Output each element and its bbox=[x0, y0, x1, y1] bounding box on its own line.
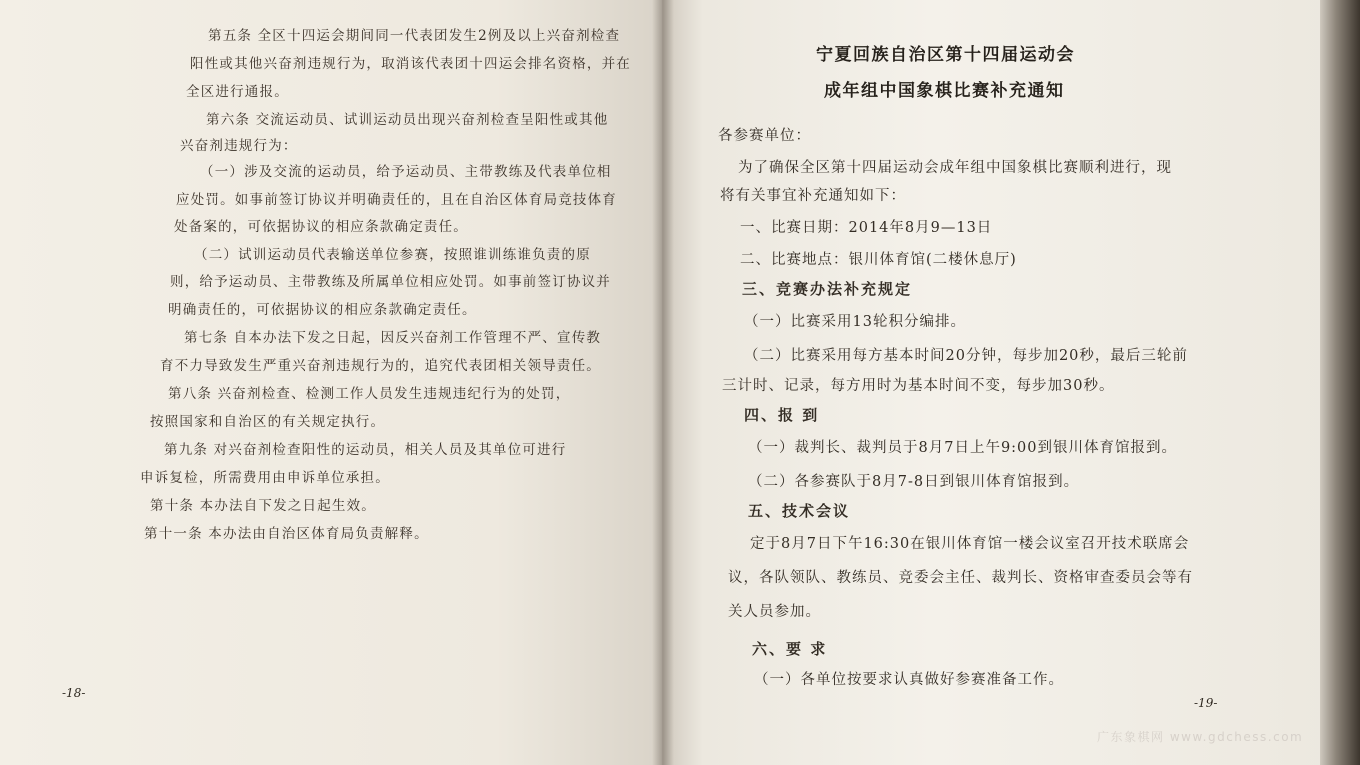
paragraph-line: （二）比赛采用每方基本时间20分钟，每步加20秒，最后三轮前 bbox=[744, 348, 1188, 364]
page-number-left: -18- bbox=[62, 686, 86, 700]
page-number-right: -19- bbox=[1194, 696, 1218, 710]
left-page bbox=[0, 0, 662, 765]
left-line: （二）试训运动员代表输送单位参赛，按照谁训练谁负责的原 bbox=[194, 247, 591, 263]
left-line: 第十条 本办法自下发之日起生效。 bbox=[150, 498, 376, 514]
left-line: 阳性或其他兴奋剂违规行为，取消该代表团十四运会排名资格，并在 bbox=[190, 56, 631, 72]
left-line: 第十一条 本办法由自治区体育局负责解释。 bbox=[144, 526, 429, 542]
document-title: 宁夏回族自治区第十四届运动会 bbox=[816, 45, 1075, 65]
right-page bbox=[662, 0, 1342, 765]
left-line: 按照国家和自治区的有关规定执行。 bbox=[150, 414, 386, 430]
left-line: 明确责任的，可依据协议的相应条款确定责任。 bbox=[168, 302, 477, 318]
document-subtitle: 成年组中国象棋比赛补充通知 bbox=[824, 81, 1065, 101]
paragraph-line: 三计时、记录，每方用时为基本时间不变，每步加30秒。 bbox=[722, 378, 1115, 394]
paragraph-line: 议，各队领队、教练员、竞委会主任、裁判长、资格审查委员会等有 bbox=[728, 570, 1193, 586]
left-line: 第七条 自本办法下发之日起，因反兴奋剂工作管理不严、宣传教 bbox=[184, 330, 602, 346]
left-line: 应处罚。如事前签订协议并明确责任的，且在自治区体育局竞技体育 bbox=[176, 192, 617, 208]
site-watermark: 广东象棋网 www.gdchess.com bbox=[1097, 730, 1304, 744]
page-edge bbox=[1320, 0, 1360, 765]
section-heading: 三、竞赛办法补充规定 bbox=[742, 280, 913, 298]
left-line: 育不力导致发生严重兴奋剂违规行为的，追究代表团相关领导责任。 bbox=[160, 358, 601, 374]
paragraph-line: （一）裁判长、裁判员于8月7日上午9:00到银川体育馆报到。 bbox=[748, 440, 1178, 456]
paragraph-line: 为了确保全区第十四届运动会成年组中国象棋比赛顺利进行，现 bbox=[738, 160, 1172, 176]
paragraph-line: 定于8月7日下午16:30在银川体育馆一楼会议室召开技术联席会 bbox=[750, 536, 1190, 552]
paragraph-line: 将有关事宜补充通知如下： bbox=[720, 188, 906, 204]
left-line: 第六条 交流运动员、试训运动员出现兴奋剂检查呈阳性或其他 bbox=[206, 112, 609, 128]
left-line: 则，给予运动员、主带教练及所属单位相应处罚。如事前签订协议并 bbox=[170, 274, 611, 290]
left-line: 第九条 对兴奋剂检查阳性的运动员，相关人员及其单位可进行 bbox=[164, 442, 567, 458]
left-line: 第五条 全区十四运会期间同一代表团发生2例及以上兴奋剂检查 bbox=[208, 28, 621, 44]
section-line: 二、比赛地点：银川体育馆(二楼休息厅) bbox=[740, 252, 1017, 268]
left-line: （一）涉及交流的运动员，给予运动员、主带教练及代表单位相 bbox=[200, 164, 612, 180]
left-line: 全区进行通报。 bbox=[186, 84, 289, 100]
paragraph-line: （一）各单位按要求认真做好参赛准备工作。 bbox=[754, 672, 1064, 688]
section-heading: 六、要 求 bbox=[752, 640, 828, 658]
salutation: 各参赛单位： bbox=[718, 128, 811, 144]
section-line: 一、比赛日期：2014年8月9—13日 bbox=[740, 220, 993, 236]
paragraph-line: （一）比赛采用13轮积分编排。 bbox=[744, 314, 966, 330]
section-heading: 四、报 到 bbox=[744, 406, 820, 424]
left-line: 申诉复检，所需费用由申诉单位承担。 bbox=[140, 470, 390, 486]
section-heading: 五、技术会议 bbox=[748, 502, 851, 520]
paragraph-line: 关人员参加。 bbox=[728, 604, 821, 620]
left-line: 兴奋剂违规行为： bbox=[180, 138, 298, 154]
left-line: 第八条 兴奋剂检查、检测工作人员发生违规违纪行为的处罚， bbox=[168, 386, 571, 402]
left-line: 处备案的，可依据协议的相应条款确定责任。 bbox=[174, 219, 468, 235]
paragraph-line: （二）各参赛队于8月7-8日到银川体育馆报到。 bbox=[748, 474, 1080, 490]
